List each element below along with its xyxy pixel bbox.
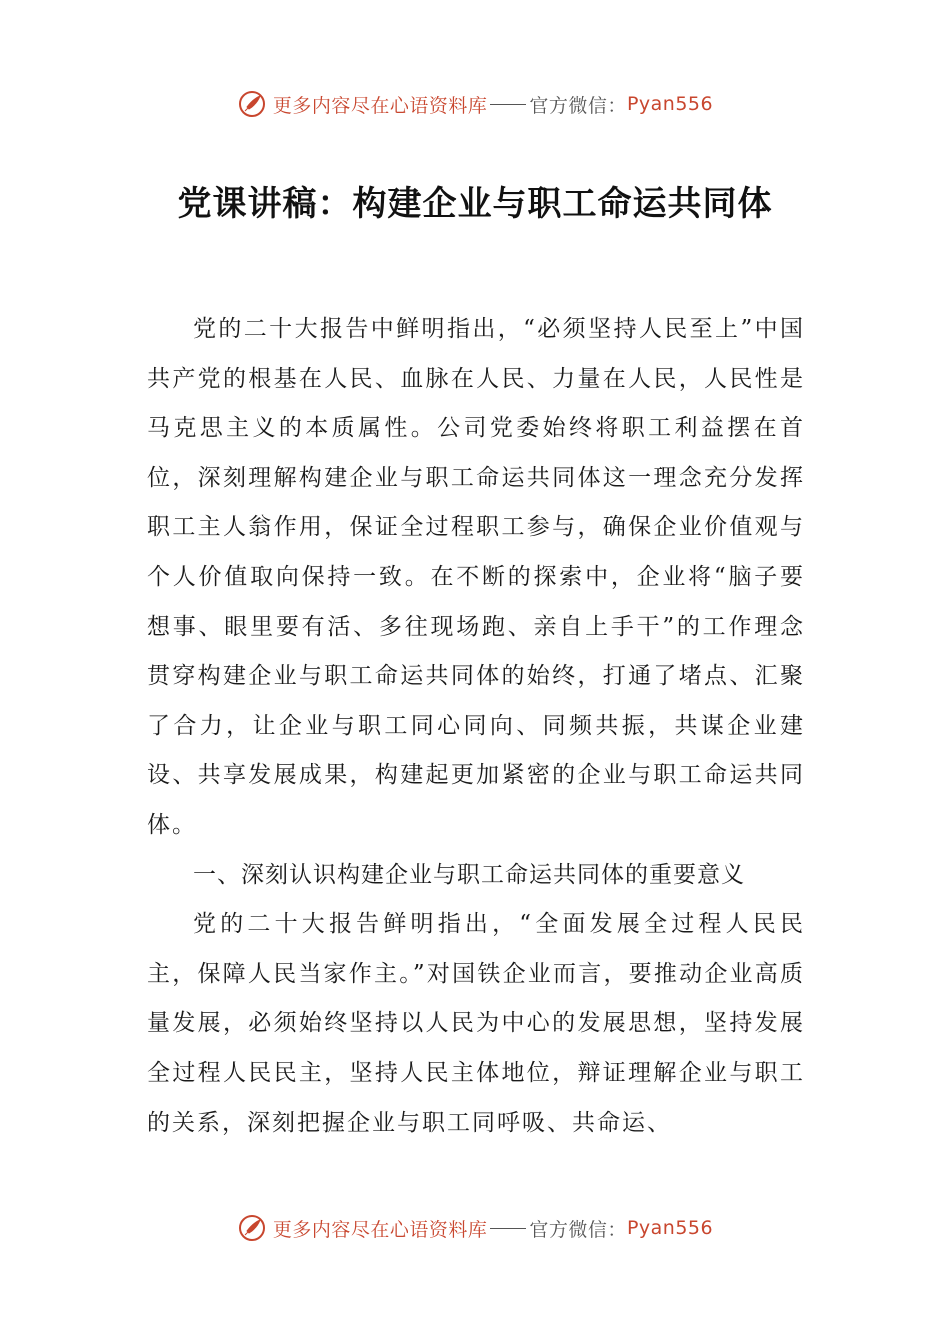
banner-wechat-label: 官方微信： (529, 94, 627, 117)
banner-wechat-id: Pyan556 (626, 93, 714, 115)
banner-dash (490, 104, 526, 105)
quill-logo-icon (237, 89, 267, 119)
banner-dash (490, 1228, 526, 1229)
banner-main-text: 更多内容尽在心语资料库 (272, 94, 488, 117)
banner-wechat-id: Pyan556 (626, 1217, 714, 1239)
document-title: 党课讲稿：构建企业与职工命运共同体 (177, 184, 773, 224)
footer-watermark-banner (0, 1208, 950, 1248)
header-watermark-banner (0, 84, 950, 124)
section-paragraph: 党的二十大报告鲜明指出，“全面发展全过程人民民主，保障人民当家作主。”对国铁企业而言，要推动企业高质量发展，必须始终坚持以人民为中心的发展思想，坚持发展全过程人民民主，坚持人民主体地位，辩证理解企业与职工的关系，深刻把握企业与职工同呼吸、共命运、 (147, 911, 805, 1136)
quill-logo-icon (237, 1213, 267, 1243)
banner-main-text: 更多内容尽在心语资料库 (272, 1218, 488, 1241)
document-body (147, 305, 805, 1148)
banner-wechat-label: 官方微信： (529, 1218, 627, 1241)
section-heading: 一、深刻认识构建企业与职工命运共同体的重要意义 (193, 861, 745, 888)
body-paragraph: 党的二十大报告中鲜明指出，“必须坚持人民至上”中国共产党的根基在人民、血脉在人民、力量在人民，人民性是马克思主义的本质属性。公司党委始终将职工利益摆在首位，深刻理解构建企业与职工命运共同体这一理念充分发挥职工主人翁作用，保证全过程职工参与，确保企业价值观与个人价值取向保持一致。在不断的探索中，企业将“脑子要想事、眼里要有活、多往现场跑、亲自上手干”的工作理念贯穿构建企业与职工命运共同体的始终，打通了堵点、汇聚了合力，让企业与职工同心同向、同频共振，共谋企业建设、共享发展成果，构建起更加紧密的企业与职工命运共同体。 (147, 316, 805, 838)
